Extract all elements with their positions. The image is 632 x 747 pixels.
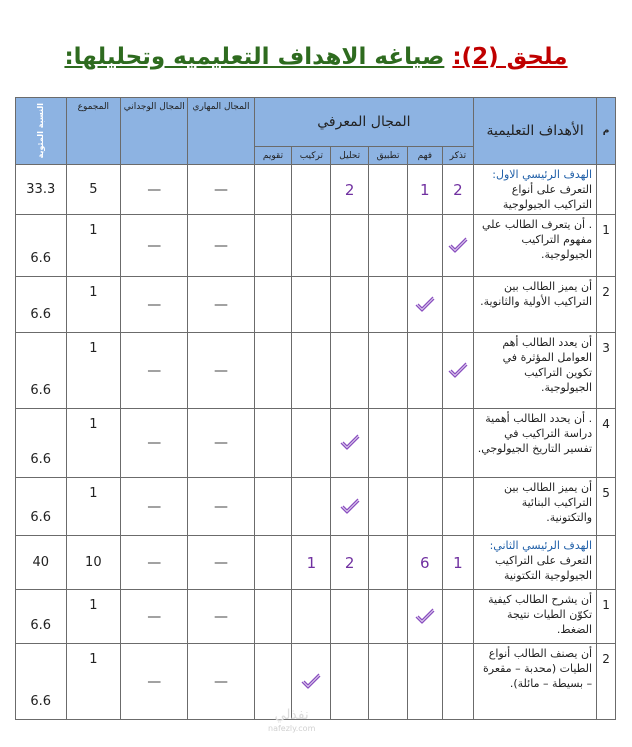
- affective-cell: —: [121, 165, 188, 215]
- level-cell-1: [407, 277, 442, 333]
- checkmark-icon: [339, 498, 361, 516]
- level-cell-3: 2: [331, 165, 369, 215]
- header-percent-label: النسبة المئوية: [36, 103, 46, 159]
- affective-cell: —: [121, 478, 188, 536]
- level-cell-0: [442, 590, 474, 644]
- skill-cell: —: [188, 478, 254, 536]
- row-index: [597, 536, 616, 590]
- total-cell: 5: [66, 165, 121, 215]
- level-cell-5: [254, 536, 292, 590]
- row-goal: [474, 536, 597, 590]
- row-index: 3: [597, 333, 616, 409]
- checkmark-icon: [414, 296, 436, 314]
- row-index: 1: [597, 215, 616, 277]
- header-skill: المجال المهاري: [188, 98, 254, 165]
- affective-cell: —: [121, 333, 188, 409]
- header-total: المجموع: [66, 98, 121, 165]
- table-row: [16, 478, 616, 536]
- level-cell-4: [292, 333, 331, 409]
- percent-cell: 6.6: [16, 644, 67, 720]
- row-goal: . أن يتعرف الطالب علي مفهوم التراكيب الجيولوجية.: [474, 215, 597, 277]
- level-cell-2: [369, 644, 408, 720]
- objectives-table: [15, 97, 616, 720]
- percent-cell: 6.6: [16, 215, 67, 277]
- level-cell-1: [407, 409, 442, 478]
- skill-cell: —: [188, 536, 254, 590]
- header-level-3: تحليل: [331, 147, 369, 165]
- table-row: [16, 215, 616, 277]
- level-cell-5: [254, 333, 292, 409]
- affective-cell: —: [121, 277, 188, 333]
- level-cell-0: [442, 644, 474, 720]
- total-cell: 1: [66, 478, 121, 536]
- affective-cell: —: [121, 536, 188, 590]
- level-cell-5: [254, 590, 292, 644]
- total-cell: 10: [66, 536, 121, 590]
- level-cell-1: 6: [407, 536, 442, 590]
- row-index: 4: [597, 409, 616, 478]
- table-row: [16, 644, 616, 720]
- level-cell-0: 2: [442, 165, 474, 215]
- table-row: [16, 165, 616, 215]
- level-cell-5: [254, 165, 292, 215]
- level-cell-3: [331, 333, 369, 409]
- level-cell-3: [331, 644, 369, 720]
- checkmark-icon: [447, 362, 469, 380]
- level-cell-4: [292, 478, 331, 536]
- checkmark-icon: [414, 608, 436, 626]
- level-cell-3: [331, 215, 369, 277]
- level-cell-3: [331, 478, 369, 536]
- level-cell-1: [407, 333, 442, 409]
- row-index: 2: [597, 644, 616, 720]
- level-cell-2: [369, 409, 408, 478]
- header-level-4: تركيب: [292, 147, 331, 165]
- checkmark-icon: [339, 434, 361, 452]
- header-cognitive: المجال المعرفي: [254, 98, 474, 147]
- main-goal-text: التعرف على التراكيب الجيولوجية التكتونية: [495, 554, 593, 582]
- level-cell-1: [407, 644, 442, 720]
- header-level-0: تذكر: [442, 147, 474, 165]
- level-cell-3: [331, 590, 369, 644]
- title-lead: ملحق (2):: [452, 44, 568, 70]
- table-row: [16, 536, 616, 590]
- skill-cell: —: [188, 644, 254, 720]
- affective-cell: —: [121, 590, 188, 644]
- table-row: [16, 333, 616, 409]
- row-goal: أن يشرح الطالب كيفية تكوّن الطيات نتيجة الضغط.: [474, 590, 597, 644]
- checkmark-icon: [300, 673, 322, 691]
- main-goal-title: الهدف الرئيسي الثاني:: [489, 539, 593, 552]
- table-header: [16, 98, 616, 165]
- level-cell-4: [292, 277, 331, 333]
- watermark-text: نفذلي: [274, 707, 309, 723]
- row-index: 5: [597, 478, 616, 536]
- level-cell-1: 1: [407, 165, 442, 215]
- level-cell-0: [442, 215, 474, 277]
- skill-cell: —: [188, 277, 254, 333]
- percent-cell: 33.3: [16, 165, 67, 215]
- total-cell: 1: [66, 644, 121, 720]
- header-affective: المجال الوجداني: [121, 98, 188, 165]
- row-goal: [474, 165, 597, 215]
- total-cell: 1: [66, 409, 121, 478]
- level-cell-5: [254, 215, 292, 277]
- level-cell-4: [292, 215, 331, 277]
- percent-cell: 6.6: [16, 277, 67, 333]
- row-goal: أن يصنف الطالب أنواع الطيات (محدبة – مقعرة – بسيطة – مائلة).: [474, 644, 597, 720]
- level-cell-0: 1: [442, 536, 474, 590]
- row-index: 1: [597, 590, 616, 644]
- level-cell-3: [331, 277, 369, 333]
- page-title: [0, 44, 632, 70]
- level-cell-0: [442, 478, 474, 536]
- affective-cell: —: [121, 215, 188, 277]
- percent-cell: 40: [16, 536, 67, 590]
- total-cell: 1: [66, 277, 121, 333]
- percent-cell: 6.6: [16, 409, 67, 478]
- watermark-url: nafezly.com: [268, 724, 316, 733]
- level-cell-0: [442, 409, 474, 478]
- row-goal: . أن يحدد الطالب أهمية دراسة التراكيب في تفسير التاريخ الجيولوجي.: [474, 409, 597, 478]
- header-level-5: تقويم: [254, 147, 292, 165]
- table-row: [16, 409, 616, 478]
- checkmark-icon: [447, 237, 469, 255]
- level-cell-0: [442, 333, 474, 409]
- row-index: 2: [597, 277, 616, 333]
- percent-cell: 6.6: [16, 590, 67, 644]
- level-cell-2: [369, 478, 408, 536]
- skill-cell: —: [188, 333, 254, 409]
- row-goal: أن يميز الطالب بين التراكيب البنائية والتكتونية.: [474, 478, 597, 536]
- main-goal-title: الهدف الرئيسي الاول:: [492, 168, 593, 181]
- affective-cell: —: [121, 409, 188, 478]
- level-cell-2: [369, 333, 408, 409]
- main-goal-text: التعرف على أنواع التراكيب الجيولوجية: [502, 183, 593, 211]
- affective-cell: —: [121, 644, 188, 720]
- level-cell-5: [254, 409, 292, 478]
- level-cell-1: [407, 215, 442, 277]
- table-row: [16, 590, 616, 644]
- skill-cell: —: [188, 215, 254, 277]
- title-text: صياغه الاهداف التعليميه وتحليلها:: [64, 44, 445, 70]
- level-cell-4: [292, 165, 331, 215]
- percent-cell: 6.6: [16, 333, 67, 409]
- table-body: [16, 165, 616, 720]
- header-level-2: تطبيق: [369, 147, 408, 165]
- level-cell-4: [292, 590, 331, 644]
- level-cell-4: 1: [292, 536, 331, 590]
- skill-cell: —: [188, 590, 254, 644]
- percent-cell: 6.6: [16, 478, 67, 536]
- header-percent: [16, 98, 67, 165]
- total-cell: 1: [66, 215, 121, 277]
- level-cell-2: [369, 277, 408, 333]
- table-row: [16, 277, 616, 333]
- skill-cell: —: [188, 409, 254, 478]
- level-cell-2: [369, 590, 408, 644]
- level-cell-1: [407, 590, 442, 644]
- level-cell-2: [369, 215, 408, 277]
- skill-cell: —: [188, 165, 254, 215]
- row-index: [597, 165, 616, 215]
- header-level-1: فهم: [407, 147, 442, 165]
- level-cell-0: [442, 277, 474, 333]
- level-cell-3: [331, 409, 369, 478]
- watermark: [268, 708, 315, 736]
- level-cell-5: [254, 277, 292, 333]
- level-cell-2: [369, 165, 408, 215]
- total-cell: 1: [66, 333, 121, 409]
- level-cell-5: [254, 478, 292, 536]
- header-index: م: [597, 98, 616, 165]
- row-goal: أن يميز الطالب بين التراكيب الأولية والثانوية.: [474, 277, 597, 333]
- row-goal: أن يعدد الطالب أهم العوامل المؤثرة في تكوين التراكيب الجيولوجية.: [474, 333, 597, 409]
- level-cell-3: 2: [331, 536, 369, 590]
- level-cell-4: [292, 409, 331, 478]
- header-goals: الأهداف التعليمية: [474, 98, 597, 165]
- total-cell: 1: [66, 590, 121, 644]
- level-cell-1: [407, 478, 442, 536]
- level-cell-2: [369, 536, 408, 590]
